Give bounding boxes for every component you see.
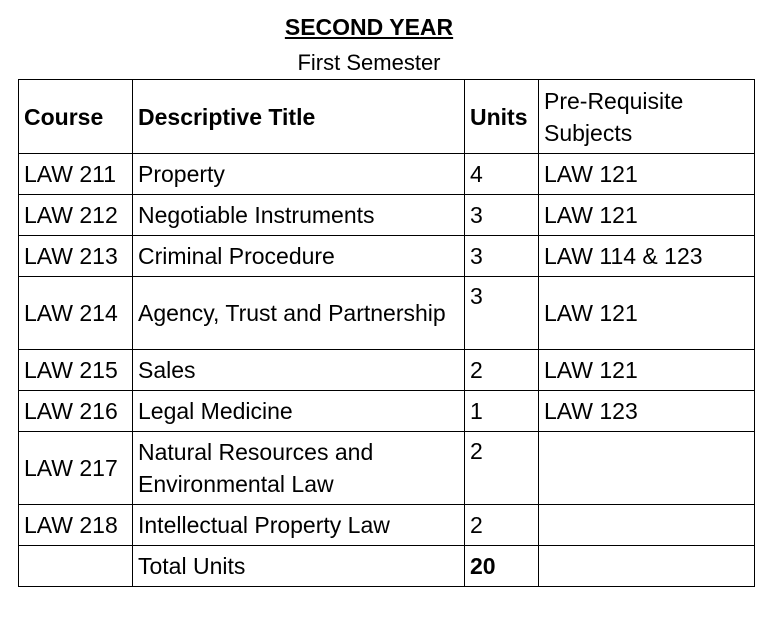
- course-units: 1: [465, 391, 539, 432]
- course-units: 3: [465, 195, 539, 236]
- course-code: LAW 218: [19, 505, 133, 546]
- course-code: LAW 216: [19, 391, 133, 432]
- course-prereq: LAW 114 & 123: [539, 236, 755, 277]
- table-row: [19, 391, 755, 432]
- table-row: [19, 350, 755, 391]
- table-header-row: [19, 80, 755, 154]
- table-row: [19, 505, 755, 546]
- course-title: Criminal Procedure: [133, 236, 465, 277]
- table-row: [19, 236, 755, 277]
- course-code: LAW 215: [19, 350, 133, 391]
- total-label: Total Units: [133, 546, 465, 587]
- course-code: LAW 214: [19, 277, 133, 350]
- total-units: 20: [465, 546, 539, 587]
- course-units: 3: [465, 236, 539, 277]
- course-code: LAW 211: [19, 154, 133, 195]
- course-prereq: LAW 121: [539, 350, 755, 391]
- header-units: Units: [465, 80, 539, 154]
- curriculum-table: [18, 79, 755, 587]
- course-code: LAW 217: [19, 432, 133, 505]
- course-prereq: LAW 121: [539, 277, 755, 350]
- header-prereq: Pre-Requisite Subjects: [539, 80, 755, 154]
- course-units: 2: [465, 432, 539, 505]
- course-units: 2: [465, 350, 539, 391]
- table-row: [19, 154, 755, 195]
- total-empty-cell: [19, 546, 133, 587]
- course-code: LAW 212: [19, 195, 133, 236]
- course-units: 3: [465, 277, 539, 350]
- header-course: Course: [19, 80, 133, 154]
- course-prereq: LAW 121: [539, 195, 755, 236]
- header-title: Descriptive Title: [133, 80, 465, 154]
- course-title: Intellectual Property Law: [133, 505, 465, 546]
- table-row: [19, 195, 755, 236]
- course-prereq: LAW 123: [539, 391, 755, 432]
- course-prereq: LAW 121: [539, 154, 755, 195]
- semester-subheading: First Semester: [297, 50, 441, 75]
- page-heading: SECOND YEAR: [284, 14, 454, 40]
- course-prereq: [539, 432, 755, 505]
- course-title: Sales: [133, 350, 465, 391]
- course-code: LAW 213: [19, 236, 133, 277]
- table-row: [19, 277, 755, 350]
- course-units: 2: [465, 505, 539, 546]
- course-units: 4: [465, 154, 539, 195]
- course-title: Negotiable Instruments: [133, 195, 465, 236]
- course-title: Natural Resources and Environmental Law: [133, 432, 465, 505]
- course-prereq: [539, 505, 755, 546]
- course-title: Agency, Trust and Partnership: [133, 277, 465, 350]
- total-empty-cell: [539, 546, 755, 587]
- course-title: Legal Medicine: [133, 391, 465, 432]
- table-row: [19, 432, 755, 505]
- total-row: [19, 546, 755, 587]
- course-title: Property: [133, 154, 465, 195]
